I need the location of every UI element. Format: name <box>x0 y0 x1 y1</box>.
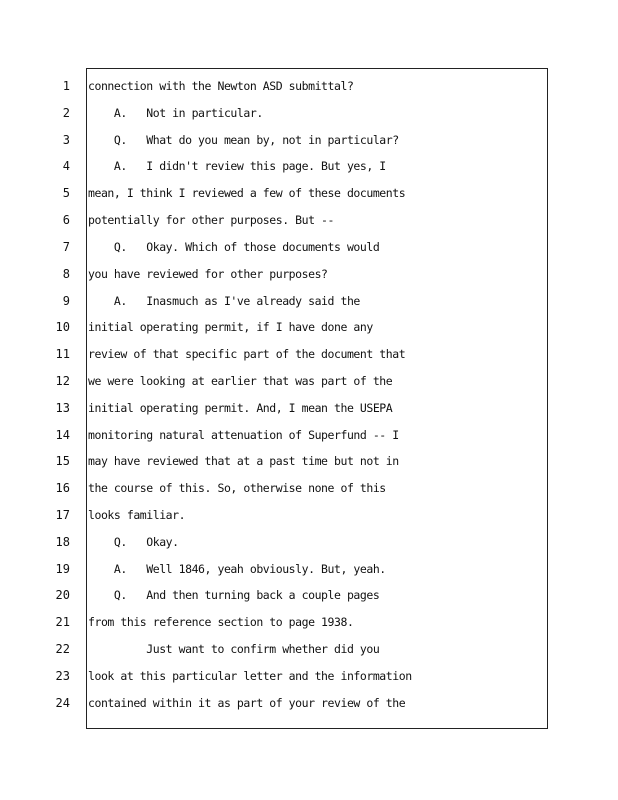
line-number: 18 <box>55 535 70 549</box>
transcript-line: we were looking at earlier that was part of the <box>88 374 393 388</box>
line-number: 8 <box>62 267 70 281</box>
transcript-line: A. Well 1846, yeah obviously. But, yeah. <box>88 562 386 576</box>
transcript-line: potentially for other purposes. But -- <box>88 213 334 227</box>
line-number: 9 <box>62 294 70 308</box>
line-number: 23 <box>55 669 70 683</box>
line-number: 19 <box>55 562 70 576</box>
transcript-line: review of that specific part of the document that <box>88 347 406 361</box>
transcript-line: may have reviewed that at a past time but not in <box>88 454 399 468</box>
line-number: 3 <box>62 133 70 147</box>
transcript-line: Q. And then turning back a couple pages <box>88 588 380 602</box>
line-number: 14 <box>55 428 70 442</box>
line-number: 21 <box>55 615 70 629</box>
line-number: 12 <box>55 374 70 388</box>
transcript-line: look at this particular letter and the information <box>88 669 412 683</box>
line-number: 1 <box>62 79 70 93</box>
line-number: 17 <box>55 508 70 522</box>
transcript-line: mean, I think I reviewed a few of these documents <box>88 186 406 200</box>
line-number: 22 <box>55 642 70 656</box>
line-number: 11 <box>55 347 70 361</box>
transcript-line: from this reference section to page 1938. <box>88 615 354 629</box>
transcript-line: Just want to confirm whether did you <box>88 642 380 656</box>
line-number: 15 <box>55 454 70 468</box>
transcript-line: looks familiar. <box>88 508 186 522</box>
transcript-line: Q. What do you mean by, not in particular? <box>88 133 399 147</box>
line-number: 13 <box>55 401 70 415</box>
transcript-line: monitoring natural attenuation of Superfund -- I <box>88 428 399 442</box>
line-number: 20 <box>55 588 70 602</box>
transcript-line: contained within it as part of your review of the <box>88 696 406 710</box>
transcript-line: you have reviewed for other purposes? <box>88 267 328 281</box>
line-number: 24 <box>55 696 70 710</box>
transcript-line: initial operating permit. And, I mean the USEPA <box>88 401 393 415</box>
transcript-line: A. Not in particular. <box>88 106 263 120</box>
line-number: 6 <box>62 213 70 227</box>
transcript-line: initial operating permit, if I have done any <box>88 320 373 334</box>
transcript-line: Q. Okay. <box>88 535 179 549</box>
line-number: 7 <box>62 240 70 254</box>
line-number: 16 <box>55 481 70 495</box>
transcript-line: Q. Okay. Which of those documents would <box>88 240 380 254</box>
transcript-line: connection with the Newton ASD submittal? <box>88 79 354 93</box>
transcript-line: A. I didn't review this page. But yes, I <box>88 159 386 173</box>
transcript-line: the course of this. So, otherwise none of this <box>88 481 386 495</box>
line-number: 4 <box>62 159 70 173</box>
line-number: 5 <box>62 186 70 200</box>
line-number: 2 <box>62 106 70 120</box>
transcript-line: A. Inasmuch as I've already said the <box>88 294 360 308</box>
line-number: 10 <box>55 320 70 334</box>
